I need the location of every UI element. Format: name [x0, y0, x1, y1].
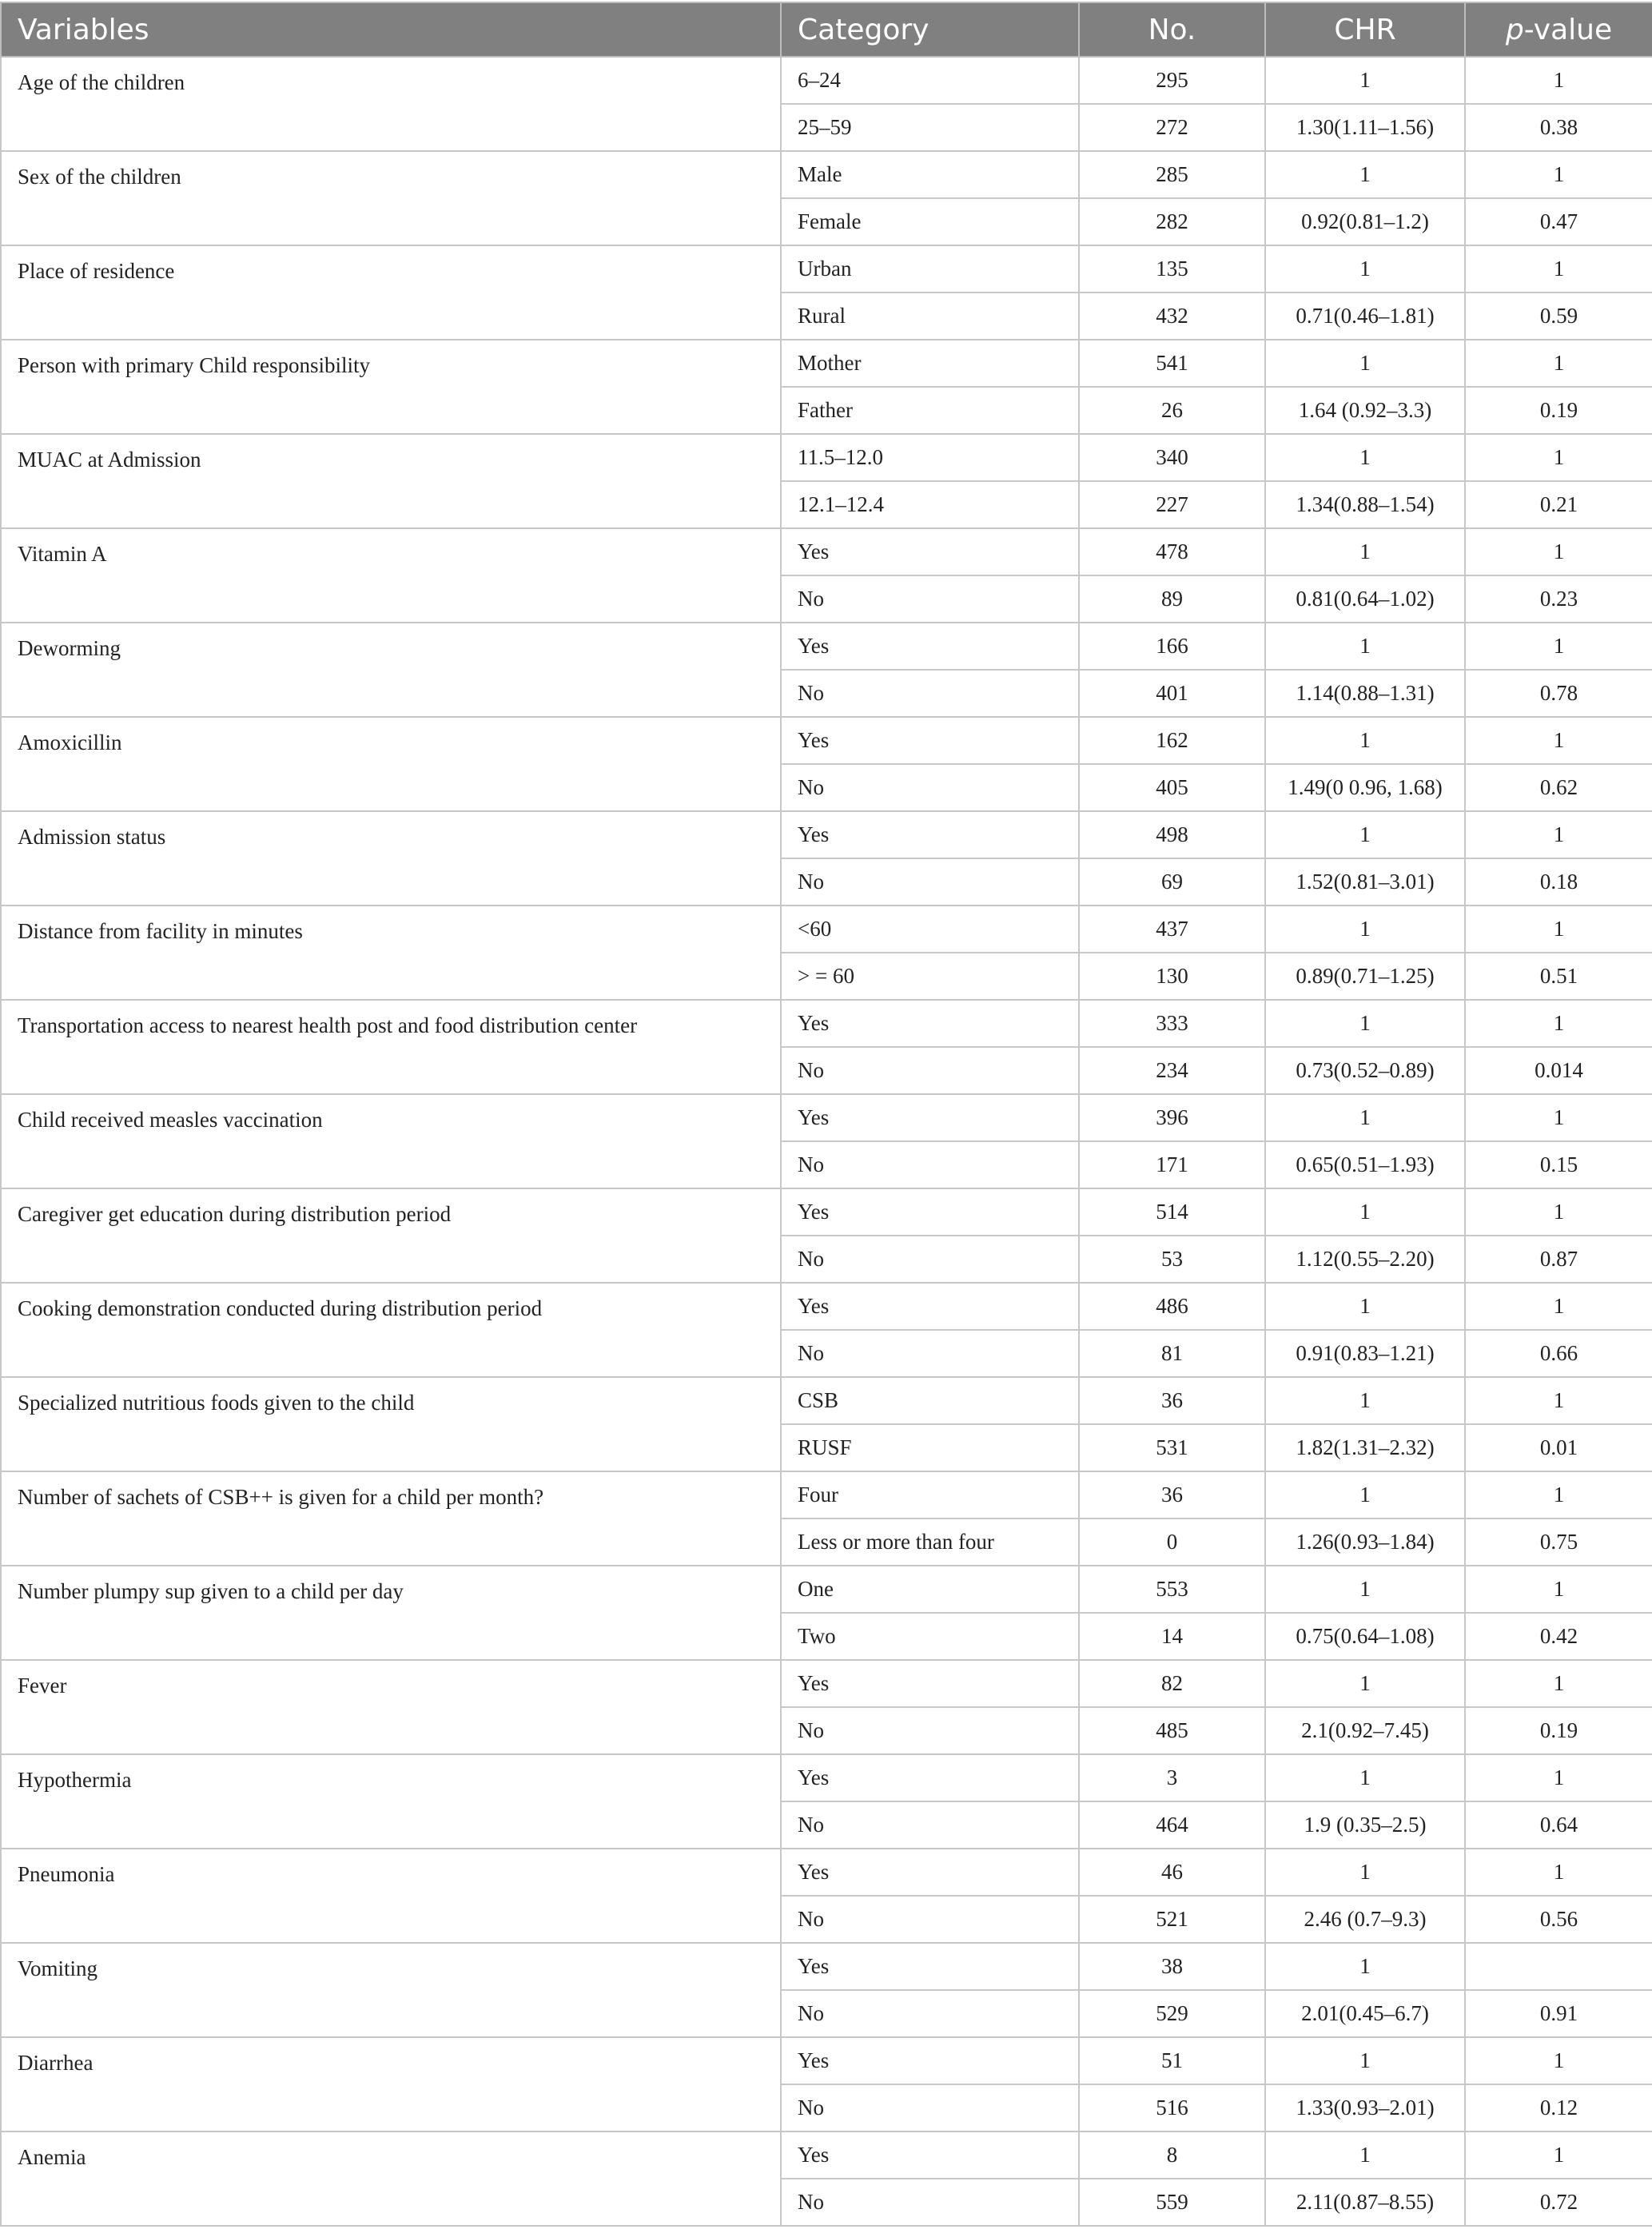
category-cell: Male: [781, 151, 1079, 198]
p-value-cell: 1: [1465, 811, 1652, 858]
count-cell: 135: [1079, 245, 1265, 293]
p-value-cell: 1: [1465, 151, 1652, 198]
chr-cell: 2.11(0.87–8.55): [1265, 2179, 1465, 2226]
count-cell: 340: [1079, 434, 1265, 481]
category-cell: > = 60: [781, 953, 1079, 1000]
chr-cell: 1: [1265, 1849, 1465, 1896]
count-cell: 514: [1079, 1188, 1265, 1236]
p-value-cell: 1: [1465, 1660, 1652, 1707]
p-value-cell: 0.75: [1465, 1519, 1652, 1566]
header-variables: Variables: [1, 2, 781, 57]
header-category: Category: [781, 2, 1079, 57]
chr-cell: 1: [1265, 717, 1465, 764]
results-table-container: [0, 2, 1652, 2227]
p-value-cell: 1: [1465, 1283, 1652, 1330]
count-cell: 272: [1079, 104, 1265, 151]
category-cell: Less or more than four: [781, 1519, 1079, 1566]
variable-cell: Caregiver get education during distribution period: [1, 1188, 781, 1283]
count-cell: 295: [1079, 57, 1265, 104]
chr-cell: 1: [1265, 1566, 1465, 1613]
count-cell: 498: [1079, 811, 1265, 858]
p-value-cell: 0.12: [1465, 2084, 1652, 2131]
count-cell: 464: [1079, 1801, 1265, 1849]
count-cell: 69: [1079, 858, 1265, 906]
table-row: [1, 1471, 1652, 1519]
count-cell: 234: [1079, 1047, 1265, 1094]
count-cell: 171: [1079, 1141, 1265, 1188]
table-row: [1, 1566, 1652, 1613]
category-cell: No: [781, 670, 1079, 717]
category-cell: Female: [781, 198, 1079, 245]
variable-cell: Specialized nutritious foods given to the child: [1, 1377, 781, 1471]
variable-cell: Vitamin A: [1, 528, 781, 623]
count-cell: 53: [1079, 1236, 1265, 1283]
chr-cell: 1.64 (0.92–3.3): [1265, 387, 1465, 434]
count-cell: 486: [1079, 1283, 1265, 1330]
category-cell: Father: [781, 387, 1079, 434]
chr-cell: 1.49(0 0.96, 1.68): [1265, 764, 1465, 811]
p-value-cell: 0.38: [1465, 104, 1652, 151]
chr-cell: 1.30(1.11–1.56): [1265, 104, 1465, 151]
category-cell: No: [781, 2179, 1079, 2226]
table-row: [1, 151, 1652, 198]
chr-cell: 0.65(0.51–1.93): [1265, 1141, 1465, 1188]
table-row: [1, 1660, 1652, 1707]
count-cell: 531: [1079, 1424, 1265, 1471]
p-value-cell: 0.87: [1465, 1236, 1652, 1283]
p-value-cell: 1: [1465, 528, 1652, 575]
results-table: [0, 2, 1652, 2227]
category-cell: No: [781, 1141, 1079, 1188]
category-cell: Yes: [781, 811, 1079, 858]
table-header: [1, 2, 1652, 57]
category-cell: Yes: [781, 1094, 1079, 1141]
category-cell: 11.5–12.0: [781, 434, 1079, 481]
category-cell: No: [781, 858, 1079, 906]
category-cell: Urban: [781, 245, 1079, 293]
p-value-cell: 1: [1465, 717, 1652, 764]
table-row: [1, 245, 1652, 293]
count-cell: 401: [1079, 670, 1265, 717]
variable-cell: Pneumonia: [1, 1849, 781, 1943]
category-cell: Mother: [781, 340, 1079, 387]
p-value-cell: 0.51: [1465, 953, 1652, 1000]
p-value-cell: 1: [1465, 906, 1652, 953]
p-value-cell: 0.19: [1465, 1707, 1652, 1754]
table-row: [1, 2037, 1652, 2084]
variable-cell: Admission status: [1, 811, 781, 906]
variable-cell: Cooking demonstration conducted during distribution period: [1, 1283, 781, 1377]
chr-cell: 1: [1265, 1943, 1465, 1990]
count-cell: 162: [1079, 717, 1265, 764]
header-p-rest: -value: [1523, 13, 1613, 46]
category-cell: Yes: [781, 623, 1079, 670]
table-row: [1, 1849, 1652, 1896]
count-cell: 166: [1079, 623, 1265, 670]
chr-cell: 1.9 (0.35–2.5): [1265, 1801, 1465, 1849]
p-value-cell: 1: [1465, 57, 1652, 104]
count-cell: 3: [1079, 1754, 1265, 1801]
count-cell: 478: [1079, 528, 1265, 575]
chr-cell: 0.81(0.64–1.02): [1265, 575, 1465, 623]
table-row: [1, 1188, 1652, 1236]
count-cell: 437: [1079, 906, 1265, 953]
category-cell: Yes: [781, 1754, 1079, 1801]
category-cell: No: [781, 1047, 1079, 1094]
p-value-cell: 1: [1465, 1000, 1652, 1047]
count-cell: 46: [1079, 1849, 1265, 1896]
table-row: [1, 340, 1652, 387]
chr-cell: 1: [1265, 811, 1465, 858]
p-value-cell: 0.01: [1465, 1424, 1652, 1471]
count-cell: 559: [1079, 2179, 1265, 2226]
p-value-cell: 0.47: [1465, 198, 1652, 245]
category-cell: 12.1–12.4: [781, 481, 1079, 528]
header-chr: CHR: [1265, 2, 1465, 57]
p-value-cell: 0.62: [1465, 764, 1652, 811]
p-value-cell: 0.72: [1465, 2179, 1652, 2226]
chr-cell: 2.1(0.92–7.45): [1265, 1707, 1465, 1754]
category-cell: Yes: [781, 1188, 1079, 1236]
table-row: [1, 717, 1652, 764]
p-value-cell: 1: [1465, 1754, 1652, 1801]
chr-cell: 1: [1265, 1188, 1465, 1236]
variable-cell: Anemia: [1, 2131, 781, 2226]
table-row: [1, 906, 1652, 953]
count-cell: 396: [1079, 1094, 1265, 1141]
variable-cell: Hypothermia: [1, 1754, 781, 1849]
chr-cell: 1: [1265, 2037, 1465, 2084]
chr-cell: 0.75(0.64–1.08): [1265, 1613, 1465, 1660]
header-p-italic: p: [1505, 13, 1524, 46]
count-cell: 0: [1079, 1519, 1265, 1566]
chr-cell: 1: [1265, 623, 1465, 670]
count-cell: 521: [1079, 1896, 1265, 1943]
chr-cell: 1: [1265, 2131, 1465, 2179]
p-value-cell: 0.59: [1465, 293, 1652, 340]
table-row: [1, 57, 1652, 104]
table-row: [1, 811, 1652, 858]
category-cell: No: [781, 1801, 1079, 1849]
chr-cell: 2.01(0.45–6.7): [1265, 1990, 1465, 2037]
category-cell: <60: [781, 906, 1079, 953]
chr-cell: 1.34(0.88–1.54): [1265, 481, 1465, 528]
category-cell: No: [781, 1236, 1079, 1283]
p-value-cell: 1: [1465, 340, 1652, 387]
variable-cell: Distance from facility in minutes: [1, 906, 781, 1000]
p-value-cell: 0.56: [1465, 1896, 1652, 1943]
table-row: [1, 1000, 1652, 1047]
chr-cell: 1: [1265, 528, 1465, 575]
p-value-cell: 1: [1465, 245, 1652, 293]
table-row: [1, 1283, 1652, 1330]
p-value-cell: 1: [1465, 2037, 1652, 2084]
table-row: [1, 1094, 1652, 1141]
count-cell: 36: [1079, 1471, 1265, 1519]
variable-cell: Number of sachets of CSB++ is given for a child per month?: [1, 1471, 781, 1566]
chr-cell: 1.12(0.55–2.20): [1265, 1236, 1465, 1283]
category-cell: Yes: [781, 1943, 1079, 1990]
p-value-cell: 0.014: [1465, 1047, 1652, 1094]
category-cell: RUSF: [781, 1424, 1079, 1471]
p-value-cell: 1: [1465, 2131, 1652, 2179]
variable-cell: Age of the children: [1, 57, 781, 151]
chr-cell: 1.26(0.93–1.84): [1265, 1519, 1465, 1566]
variable-cell: Child received measles vaccination: [1, 1094, 781, 1188]
chr-cell: 0.89(0.71–1.25): [1265, 953, 1465, 1000]
variable-cell: Amoxicillin: [1, 717, 781, 811]
category-cell: Two: [781, 1613, 1079, 1660]
table-row: [1, 528, 1652, 575]
table-row: [1, 623, 1652, 670]
p-value-cell: 0.66: [1465, 1330, 1652, 1377]
count-cell: 333: [1079, 1000, 1265, 1047]
p-value-cell: 0.19: [1465, 387, 1652, 434]
category-cell: No: [781, 1896, 1079, 1943]
chr-cell: 1: [1265, 1094, 1465, 1141]
chr-cell: 1: [1265, 245, 1465, 293]
p-value-cell: 0.64: [1465, 1801, 1652, 1849]
p-value-cell: 0.42: [1465, 1613, 1652, 1660]
count-cell: 130: [1079, 953, 1265, 1000]
category-cell: 6–24: [781, 57, 1079, 104]
chr-cell: 1.33(0.93–2.01): [1265, 2084, 1465, 2131]
category-cell: 25–59: [781, 104, 1079, 151]
count-cell: 553: [1079, 1566, 1265, 1613]
count-cell: 82: [1079, 1660, 1265, 1707]
category-cell: Yes: [781, 1660, 1079, 1707]
count-cell: 405: [1079, 764, 1265, 811]
p-value-cell: 0.15: [1465, 1141, 1652, 1188]
chr-cell: 1: [1265, 434, 1465, 481]
chr-cell: 1: [1265, 1377, 1465, 1424]
variable-cell: MUAC at Admission: [1, 434, 781, 528]
p-value-cell: 1: [1465, 1566, 1652, 1613]
count-cell: 227: [1079, 481, 1265, 528]
count-cell: 8: [1079, 2131, 1265, 2179]
chr-cell: 1: [1265, 1471, 1465, 1519]
category-cell: No: [781, 575, 1079, 623]
chr-cell: 1: [1265, 151, 1465, 198]
variable-cell: Person with primary Child responsibility: [1, 340, 781, 434]
p-value-cell: 0.91: [1465, 1990, 1652, 2037]
chr-cell: 0.92(0.81–1.2): [1265, 198, 1465, 245]
category-cell: CSB: [781, 1377, 1079, 1424]
chr-cell: 1: [1265, 1660, 1465, 1707]
category-cell: Yes: [781, 1000, 1079, 1047]
table-row: [1, 2131, 1652, 2179]
p-value-cell: 1: [1465, 1471, 1652, 1519]
table-body: [1, 57, 1652, 2226]
category-cell: Yes: [781, 717, 1079, 764]
count-cell: 529: [1079, 1990, 1265, 2037]
variable-cell: Vomiting: [1, 1943, 781, 2037]
variable-cell: Deworming: [1, 623, 781, 717]
category-cell: Yes: [781, 1849, 1079, 1896]
p-value-cell: 0.78: [1465, 670, 1652, 717]
count-cell: 89: [1079, 575, 1265, 623]
category-cell: Rural: [781, 293, 1079, 340]
category-cell: Yes: [781, 2131, 1079, 2179]
p-value-cell: 0.18: [1465, 858, 1652, 906]
variable-cell: Fever: [1, 1660, 781, 1754]
chr-cell: 2.46 (0.7–9.3): [1265, 1896, 1465, 1943]
table-row: [1, 1754, 1652, 1801]
count-cell: 36: [1079, 1377, 1265, 1424]
category-cell: No: [781, 1707, 1079, 1754]
count-cell: 485: [1079, 1707, 1265, 1754]
p-value-cell: 0.21: [1465, 481, 1652, 528]
chr-cell: 1: [1265, 1000, 1465, 1047]
p-value-cell: 1: [1465, 1094, 1652, 1141]
header-p-value: [1465, 2, 1652, 57]
p-value-cell: 1: [1465, 1188, 1652, 1236]
chr-cell: 0.71(0.46–1.81): [1265, 293, 1465, 340]
variable-cell: Diarrhea: [1, 2037, 781, 2131]
category-cell: No: [781, 1990, 1079, 2037]
chr-cell: 0.73(0.52–0.89): [1265, 1047, 1465, 1094]
category-cell: Yes: [781, 2037, 1079, 2084]
p-value-cell: 1: [1465, 1377, 1652, 1424]
table-row: [1, 1377, 1652, 1424]
category-cell: No: [781, 1330, 1079, 1377]
count-cell: 282: [1079, 198, 1265, 245]
chr-cell: 1: [1265, 1754, 1465, 1801]
count-cell: 51: [1079, 2037, 1265, 2084]
category-cell: Yes: [781, 528, 1079, 575]
table-row: [1, 434, 1652, 481]
chr-cell: 1: [1265, 1283, 1465, 1330]
count-cell: 38: [1079, 1943, 1265, 1990]
chr-cell: 1.82(1.31–2.32): [1265, 1424, 1465, 1471]
p-value-cell: 1: [1465, 1849, 1652, 1896]
variable-cell: Place of residence: [1, 245, 781, 340]
p-value-cell: 1: [1465, 623, 1652, 670]
count-cell: 432: [1079, 293, 1265, 340]
category-cell: Yes: [781, 1283, 1079, 1330]
category-cell: No: [781, 764, 1079, 811]
variable-cell: Number plumpy sup given to a child per day: [1, 1566, 781, 1660]
header-no: No.: [1079, 2, 1265, 57]
count-cell: 14: [1079, 1613, 1265, 1660]
p-value-cell: [1465, 1943, 1652, 1990]
chr-cell: 1: [1265, 340, 1465, 387]
category-cell: One: [781, 1566, 1079, 1613]
p-value-cell: 0.23: [1465, 575, 1652, 623]
category-cell: Four: [781, 1471, 1079, 1519]
chr-cell: 1: [1265, 57, 1465, 104]
variable-cell: Sex of the children: [1, 151, 781, 245]
count-cell: 541: [1079, 340, 1265, 387]
chr-cell: 0.91(0.83–1.21): [1265, 1330, 1465, 1377]
chr-cell: 1.52(0.81–3.01): [1265, 858, 1465, 906]
variable-cell: Transportation access to nearest health post and food distribution center: [1, 1000, 781, 1094]
count-cell: 81: [1079, 1330, 1265, 1377]
header-row: [1, 2, 1652, 57]
count-cell: 516: [1079, 2084, 1265, 2131]
table-row: [1, 1943, 1652, 1990]
chr-cell: 1.14(0.88–1.31): [1265, 670, 1465, 717]
count-cell: 285: [1079, 151, 1265, 198]
chr-cell: 1: [1265, 906, 1465, 953]
count-cell: 26: [1079, 387, 1265, 434]
p-value-cell: 1: [1465, 434, 1652, 481]
category-cell: No: [781, 2084, 1079, 2131]
